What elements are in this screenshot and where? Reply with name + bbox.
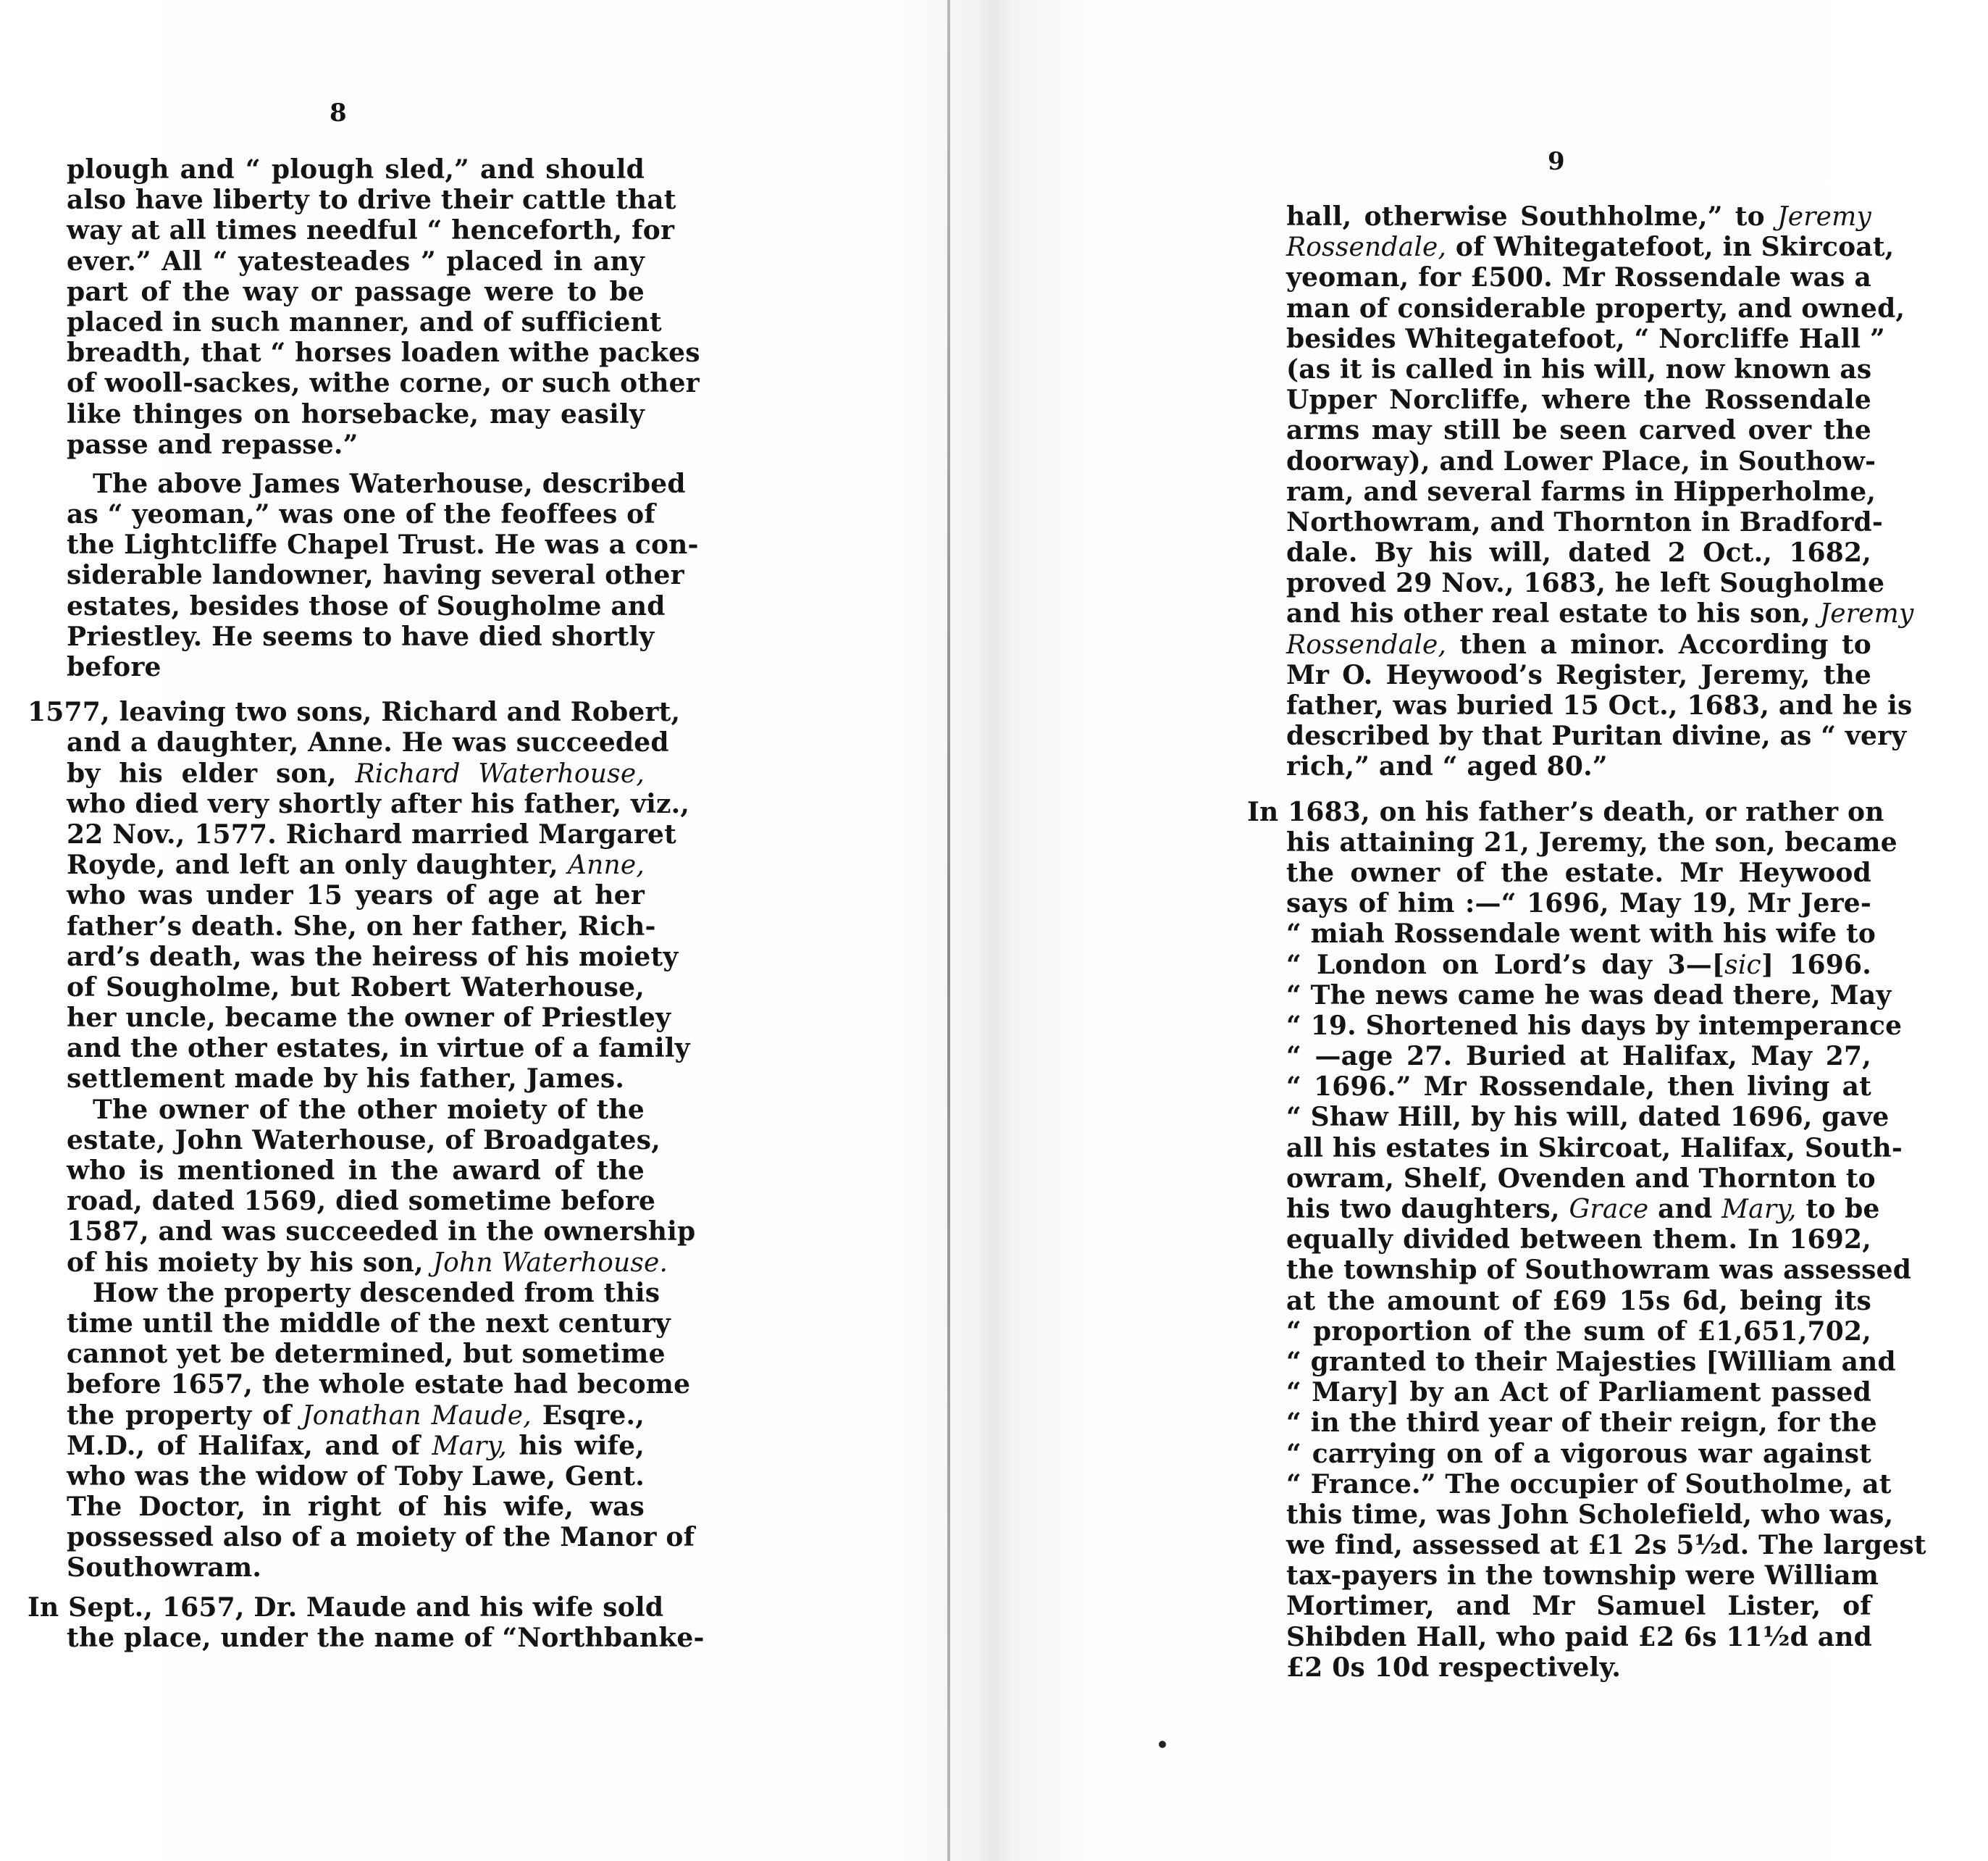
text-line: the Lightcliffe Chapel Trust. He was a con- [67, 530, 699, 561]
text-line: In 1683, on his father’s death, or rather on [1247, 796, 1884, 827]
text-line: 22 Nov., 1577. Richard married Margaret [67, 819, 676, 850]
text-fragment: and [1648, 1194, 1722, 1224]
text-line: his attaining 21, Jeremy, the son, became [1286, 827, 1897, 858]
text-fragment: to be [1796, 1194, 1880, 1224]
text-line: before [67, 652, 162, 682]
text-line: all his estates in Skircoat, Halifax, South- [1286, 1132, 1903, 1163]
text-line: plough and “ plough sled,” and should [67, 154, 645, 185]
text-line: proved 29 Nov., 1683, he left Sougholme [1286, 568, 1885, 599]
text-fragment: his wife, [506, 1430, 645, 1461]
text-line: her uncle, became the owner of Priestley [67, 1003, 671, 1034]
text-line: passe and repasse.” [67, 429, 358, 460]
text-line: “ 19. Shortened his days by intemperance [1286, 1010, 1903, 1041]
text-line: who was the widow of Toby Lawe, Gent. [67, 1460, 645, 1492]
italic-name: Anne, [567, 850, 645, 881]
text-line: placed in such manner, and of sufficient [67, 306, 662, 338]
text-line: 1577, leaving two sons, Richard and Robert, [28, 697, 681, 728]
italic-name: Jeremy [1819, 599, 1914, 630]
text-line: siderable landowner, having several other [67, 560, 684, 591]
text-fragment: then a minor. According to [1446, 629, 1871, 660]
text-line: road, dated 1569, died sometime before [67, 1186, 656, 1217]
text-line: equally divided between them. In 1692, [1286, 1224, 1871, 1255]
text-line: possessed also of a moiety of the Manor of [67, 1522, 695, 1553]
text-line: “ granted to their Majesties [William and [1286, 1346, 1896, 1377]
text-fragment: “ London on Lord’s day 3—[ [1286, 949, 1725, 980]
ink-speck [1159, 1741, 1166, 1748]
text-fragment: and his other real estate to his son, [1286, 598, 1820, 630]
italic-name: Grace [1569, 1195, 1649, 1224]
text-line: “ France.” The occupier of Southolme, at [1286, 1468, 1892, 1500]
page-number: 9 [1548, 147, 1565, 176]
text-line: breadth, that “ horses loaden withe packes [67, 338, 700, 369]
text-line: and the other estates, in virtue of a family [67, 1033, 690, 1064]
text-fragment: Esqre., [531, 1400, 645, 1431]
text-fragment: of his moiety by his son, [67, 1247, 433, 1278]
text-line: this time, was John Scholefield, who was, [1286, 1499, 1894, 1530]
page-body [28, 154, 705, 1653]
text-line: tax-payers in the township were William [1286, 1560, 1879, 1592]
text-line: of wooll-sackes, withe corne, or such other [67, 368, 700, 399]
text-line: says of him :—“ 1696, May 19, Mr Jere- [1286, 888, 1871, 919]
italic-name: Rossendale, [1286, 630, 1447, 660]
text-line: Southowram. [67, 1552, 262, 1584]
text-line: Upper Norcliffe, where the Rossendale [1286, 385, 1871, 416]
text-line: father, was buried 15 Oct., 1683, and he is [1286, 690, 1913, 721]
text-line: £2 0s 10d respectively. [1286, 1652, 1622, 1683]
text-line: described by that Puritan divine, as “ very [1286, 721, 1907, 752]
text-line: estate, John Waterhouse, of Broadgates, [67, 1124, 660, 1155]
italic-name: Rossendale, [1286, 233, 1447, 263]
text-line: owram, Shelf, Ovenden and Thornton to [1286, 1163, 1876, 1194]
text-line: “ Shaw Hill, by his will, dated 1696, gave [1286, 1102, 1890, 1133]
text-line: dale. By his will, dated 2 Oct., 1682, [1286, 538, 1871, 569]
italic-name: Mary, [432, 1431, 507, 1461]
text-line: estates, besides those of Sougholme and [67, 590, 666, 622]
text-line: “ Mary] by an Act of Parliament passed [1286, 1377, 1871, 1408]
text-line: who is mentioned in the award of the [67, 1155, 645, 1186]
text-line: the township of Southowram was assessed [1286, 1255, 1912, 1286]
text-line: “ carrying on of a vigorous war against [1286, 1438, 1871, 1469]
text-fragment: by his elder son, [67, 758, 356, 789]
text-line [28, 1400, 645, 1431]
text-line: ever.” All “ yatesteades ” placed in any [67, 246, 645, 277]
text-line: settlement made by his father, James. [67, 1063, 625, 1095]
left-page [0, 0, 947, 1861]
text-line: rich,” and “ aged 80.” [1286, 751, 1608, 782]
text-fragment: ] 1696. [1761, 949, 1871, 980]
page-body [1247, 201, 1926, 1683]
text-line [28, 1431, 645, 1461]
text-line [1247, 630, 1871, 660]
text-line: and a daughter, Anne. He was succeeded [67, 727, 669, 758]
page-number: 8 [330, 99, 347, 127]
text-line: ard’s death, was the heiress of his moiety [67, 941, 679, 972]
right-page [950, 0, 1988, 1861]
text-line: (as it is called in his will, now known as [1286, 354, 1872, 385]
text-line: we find, assessed at £1 2s 5½d. The largest [1286, 1530, 1926, 1561]
italic-name: Mary, [1721, 1195, 1797, 1224]
text-line: doorway), and Lower Place, in Southow- [1286, 446, 1876, 477]
text-line: before 1657, the whole estate had become [67, 1369, 691, 1400]
text-line: 1587, and was succeeded in the ownership [67, 1216, 696, 1247]
text-line: like thinges on horsebacke, may easily [67, 398, 645, 430]
text-line: “ —age 27. Buried at Halifax, May 27, [1286, 1041, 1871, 1072]
text-fragment: M.D., of Halifax, and of [67, 1430, 432, 1461]
text-line [1247, 201, 1871, 232]
text-fragment: Royde, and left an only daughter, [67, 850, 568, 881]
text-fragment: hall, otherwise Southholme,” to [1286, 201, 1778, 232]
italic-name: Richard Waterhouse, [355, 758, 645, 789]
italic-name: Jonathan Maude, [302, 1400, 532, 1431]
text-line: as “ yeoman,” was one of the feoffees of [67, 499, 656, 530]
text-line: cannot yet be determined, but sometime [67, 1339, 666, 1370]
text-line [1247, 232, 1895, 263]
text-line [28, 850, 645, 880]
text-line: “ in the third year of their reign, for the [1286, 1408, 1877, 1439]
text-line: part of the way or passage were to be [67, 276, 645, 307]
text-line: The above James Waterhouse, described [93, 468, 686, 499]
text-line: How the property descended from this [93, 1277, 660, 1308]
text-line [28, 1247, 668, 1278]
text-line: “ miah Rossendale went with his wife to [1286, 919, 1876, 950]
text-line: way at all times needful “ henceforth, for [67, 215, 675, 246]
text-line: The Doctor, in right of his wife, was [67, 1492, 645, 1523]
text-line: Mortimer, and Mr Samuel Lister, of [1286, 1591, 1871, 1622]
text-line: yeoman, for £500. Mr Rossendale was a [1286, 262, 1871, 293]
text-line: Northowram, and Thornton in Bradford- [1286, 506, 1884, 538]
text-line: time until the middle of the next century [67, 1308, 671, 1339]
text-line: the place, under the name of “Northbanke- [67, 1622, 705, 1653]
text-fragment: of Whitegatefoot, in Skircoat, [1446, 232, 1895, 263]
text-line: who was under 15 years of age at her [67, 880, 645, 911]
text-line: at the amount of £69 15s 6d, being its [1286, 1285, 1871, 1316]
text-line [28, 758, 645, 789]
italic-name: Jeremy [1777, 202, 1871, 232]
text-line: The owner of the other moiety of the [93, 1094, 645, 1125]
italic-name: John Waterhouse. [432, 1247, 668, 1278]
text-line [1247, 598, 1914, 630]
text-line: the owner of the estate. Mr Heywood [1286, 857, 1871, 888]
text-line: of Sougholme, but Robert Waterhouse, [67, 971, 645, 1003]
text-fragment: his two daughters, [1286, 1194, 1569, 1224]
text-line: besides Whitegatefoot, “ Norcliffe Hall ” [1286, 323, 1885, 354]
text-line: Priestley. He seems to have died shortly [67, 621, 655, 652]
text-line: also have liberty to drive their cattle that [67, 185, 676, 216]
text-line: In Sept., 1657, Dr. Maude and his wife sold [28, 1592, 664, 1623]
text-line [1247, 950, 1871, 980]
text-line: “ proportion of the sum of £1,651,702, [1286, 1316, 1871, 1347]
italic-sic: sic [1724, 950, 1761, 980]
text-line: “ The news came he was dead there, May [1286, 979, 1892, 1011]
text-line: Shibden Hall, who paid £2 6s 11½d and [1286, 1621, 1873, 1652]
text-fragment: the property of [67, 1400, 303, 1431]
text-line: man of considerable property, and owned, [1286, 293, 1905, 324]
text-line: arms may still be seen carved over the [1286, 415, 1871, 446]
text-line: ram, and several farms in Hipperholme, [1286, 476, 1876, 507]
text-line: father’s death. She, on her father, Rich- [67, 911, 656, 942]
text-line [1247, 1194, 1880, 1224]
text-line: “ 1696.” Mr Rossendale, then living at [1286, 1071, 1871, 1103]
text-line: Mr O. Heywood’s Register, Jeremy, the [1286, 659, 1871, 690]
text-line: who died very shortly after his father, viz., [67, 788, 690, 819]
